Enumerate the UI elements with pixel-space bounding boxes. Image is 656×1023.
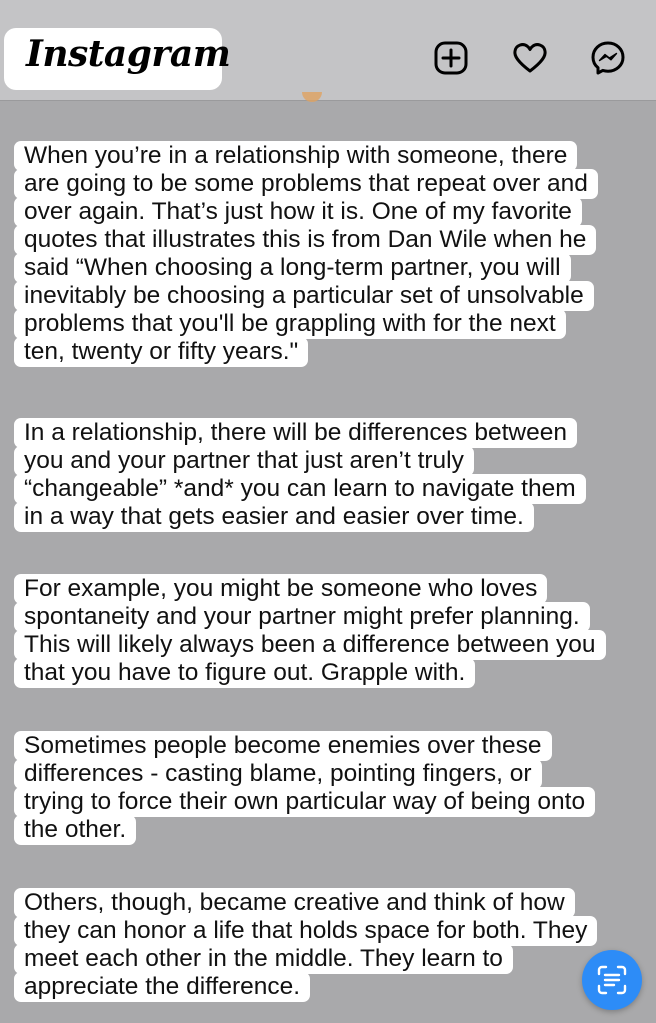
text-line: When you’re in a relationship with someone, there xyxy=(14,141,577,171)
text-scan-icon xyxy=(596,964,628,996)
text-line: differences - casting blame, pointing fingers, or xyxy=(14,759,542,789)
paragraph-3 xyxy=(14,574,606,688)
live-text-button[interactable] xyxy=(582,950,642,1010)
text-line: you and your partner that just aren’t truly xyxy=(14,446,474,476)
text-line: “changeable” *and* you can learn to navigate them xyxy=(14,474,586,504)
text-line: that you have to figure out. Grapple with. xyxy=(14,658,475,688)
text-line: in a way that gets easier and easier over time. xyxy=(14,502,534,532)
text-line: In a relationship, there will be differences between xyxy=(14,418,577,448)
new-post-icon[interactable] xyxy=(433,40,469,76)
text-line: the other. xyxy=(14,815,136,845)
text-line: Others, though, became creative and think of how xyxy=(14,888,575,918)
paragraph-2 xyxy=(14,418,586,532)
text-line: Sometimes people become enemies over these xyxy=(14,731,552,761)
text-line: This will likely always been a difference between you xyxy=(14,630,606,660)
text-line: are going to be some problems that repeat over and xyxy=(14,169,598,199)
messenger-icon[interactable] xyxy=(590,40,626,76)
text-line: spontaneity and your partner might prefer planning. xyxy=(14,602,590,632)
text-line: appreciate the difference. xyxy=(14,972,310,1002)
text-line: over again. That’s just how it is. One of my favorite xyxy=(14,197,582,227)
paragraph-5 xyxy=(14,888,597,1002)
text-line: said “When choosing a long-term partner, you will xyxy=(14,253,571,283)
text-line: quotes that illustrates this is from Dan Wile when he xyxy=(14,225,596,255)
text-line: they can honor a life that holds space for both. They xyxy=(14,916,597,946)
text-line: meet each other in the middle. They learn to xyxy=(14,944,513,974)
paragraph-1 xyxy=(14,141,598,367)
profile-avatar-peek xyxy=(302,92,322,102)
text-line: ten, twenty or fifty years." xyxy=(14,337,308,367)
paragraph-4 xyxy=(14,731,595,845)
text-line: trying to force their own particular way of being onto xyxy=(14,787,595,817)
text-line: problems that you'll be grappling with for the next xyxy=(14,309,566,339)
text-line: inevitably be choosing a particular set of unsolvable xyxy=(14,281,594,311)
text-line: For example, you might be someone who loves xyxy=(14,574,547,604)
top-bar xyxy=(0,0,656,101)
logo-text: Instagram xyxy=(26,33,231,75)
instagram-logo[interactable] xyxy=(4,28,231,90)
heart-icon[interactable] xyxy=(512,40,548,76)
